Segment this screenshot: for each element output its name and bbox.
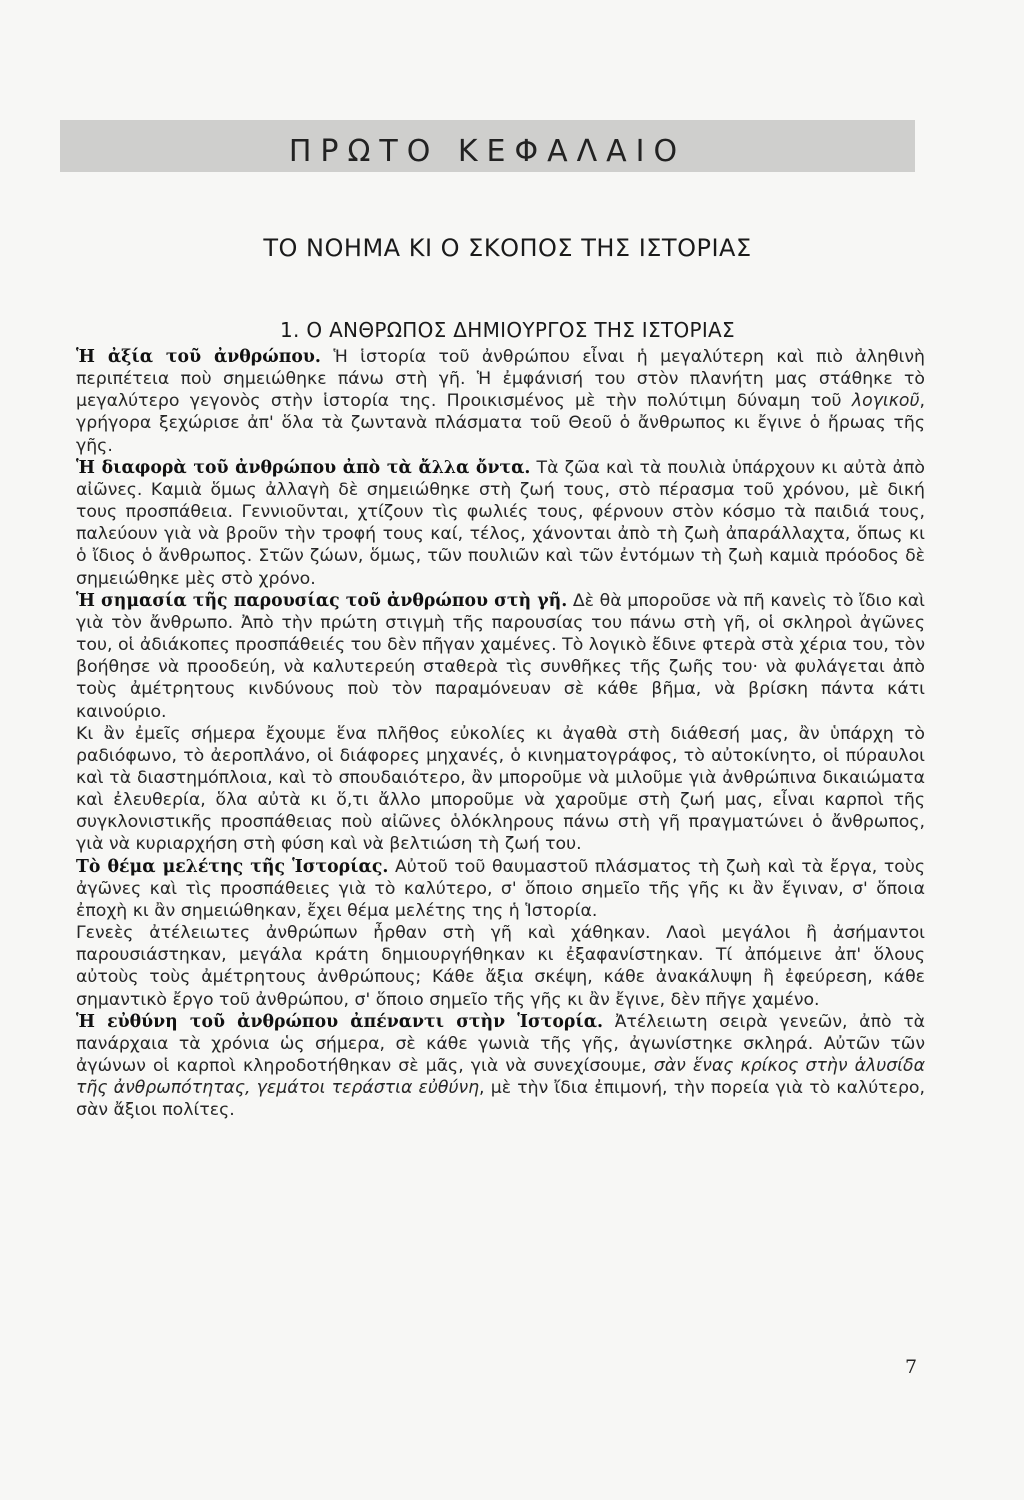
paragraph-text: Γενεὲς ἀτέλειωτες ἀνθρώπων ἦρθαν στὴ γῆ καὶ χάθηκαν. Λαοὶ μεγάλοι ἢ ἀσήμαντοι παρουσιάστηκαν, μεγάλα κράτη δημιουργήθηκαν κι ἐξαφανίστηκαν. Τί ἀπόμεινε ἀπ' ὅλους αὐτοὺς τοὺς ἀμέτρητους ἀνθρώπους; Κάθε ἄξια σκέψη, κάθε ἀνακάλυψη ἢ ἐφεύρεση, κάθε σημαντικὸ ἔργο τοῦ ἀνθρώπου, σ' ὅποιο σημεῖο τῆς γῆς κι ἂν ἔγινε, δὲν πῆγε χαμένο. bbox=[76, 923, 925, 1010]
paragraph-text-after: , γρήγορα ξεχώρισε ἀπ' ὅλα τὰ ζωντανὰ πλάσματα τοῦ Θεοῦ ὁ ἄνθρωπος κι ἔγινε ὁ ἥρωας τῆς γῆς. bbox=[76, 391, 925, 456]
paragraph bbox=[76, 457, 925, 590]
page-number: 7 bbox=[905, 1356, 918, 1378]
paragraph-text: Αὐτοῦ τοῦ θαυμαστοῦ πλάσματος τὴ ζωὴ καὶ τὰ ἔργα, τοὺς ἀγῶνες καὶ τὶς προσπάθειες γιὰ τὸ καλύτερο, σ' ὅποιο σημεῖο τῆς γῆς κι ἂν ἔγιναν, σ' ὅποια ἐποχὴ κι ἂν σημειώθηκαν, ἔχει θέμα μελέτης της ἡ Ἱστορία. bbox=[76, 856, 925, 921]
body-text bbox=[76, 346, 925, 1121]
paragraph-text-after: , μὲ τὴν ἴδια ἐπιμονή, τὴν πορεία γιὰ τὸ καλύτερο, σὰν ἄξιοι πολίτες. bbox=[76, 1078, 925, 1121]
paragraph-heading: Ἡ διαφορὰ τοῦ ἀνθρώπου ἀπὸ τὰ ἄλλα ὄντα. bbox=[76, 457, 531, 478]
paragraph-italic: σὰν ἕνας κρίκος στὴν ἁλυσίδα τῆς ἀνθρωπότητας, γεμάτοι τεράστια εὐθύνη bbox=[76, 1056, 925, 1099]
paragraph-italic: λογικοῦ bbox=[851, 391, 920, 412]
paragraph-text: Ἀτέλειωτη σειρὰ γενεῶν, ἀπὸ τὰ πανάρχαια τὰ χρόνια ὡς σήμερα, σὲ κάθε γωνιὰ τῆς γῆς, ἀγωνίστηκε σκληρά. Αὐτῶν τῶν ἀγώνων οἱ καρποὶ κληροδοτήθηκαν σὲ μᾶς, γιὰ νὰ συνεχίσουμε, bbox=[76, 1011, 926, 1076]
chapter-band bbox=[60, 120, 915, 172]
chapter-label: ΠΡΩΤΟ ΚΕΦΑΛΑΙΟ bbox=[288, 133, 687, 169]
paragraph-heading: Ἡ ἀξία τοῦ ἀνθρώπου. bbox=[76, 347, 321, 367]
paragraph bbox=[76, 856, 925, 922]
section-title: 1. Ο ΑΝΘΡΩΠΟΣ ΔΗΜΙΟΥΡΓΟΣ ΤΗΣ ΙΣΤΟΡΙΑΣ bbox=[280, 318, 735, 342]
paragraph-text: Τὰ ζῶα καὶ τὰ πουλιὰ ὑπάρχουν κι αὐτὰ ἀπὸ αἰῶνες. Καμιὰ ὅμως ἀλλαγὴ δὲ σημειώθηκε στὴ ζωή τους, στὸ πέρασμα τοῦ χρόνου, μὲ δική τους προσπάθεια. Γεννιοῦνται, χτίζουν τὶς φωλιές τους, φέρνουν στὸν κόσμο τὰ παιδιά τους, παλεύουν γιὰ νὰ βροῦν τὴν τροφή τους καί, τέλος, χάνονται ἀπὸ τὴ ζωὴ ἀπαράλλαχτα, ὅπως κι ὁ ἴδιος ὁ ἄνθρωπος. Στῶν ζώων, ὅμως, τῶν πουλιῶν καὶ τῶν ἐντόμων τὴ ζωὴ καμιὰ πρόοδος δὲ σημειώθηκε μὲς στὸ χρόνο. bbox=[76, 457, 925, 589]
paragraph-text: Δὲ θὰ μποροῦσε νὰ πῆ κανεὶς τὸ ἴδιο καὶ γιὰ τὸν ἄνθρωπο. Ἀπὸ τὴν πρώτη στιγμὴ τῆς παρουσίας του πάνω στὴ γῆ, οἱ σκληροὶ ἀγῶνες του, οἱ ἀδιάκοπες προσπάθειές του δὲν πῆγαν χαμένες. Τὸ λογικὸ ἔδινε φτερὰ στὰ χέρια του, τὸν βοήθησε νὰ προοδεύη, νὰ καλυτερεύη σταθερὰ τὶς συνθῆκες τῆς ζωῆς του· νὰ φυλάγεται ἀπὸ τοὺς ἀμέτρητους κινδύνους ποὺ τὸν παραμόνευαν σὲ κάθε βῆμα, νὰ βρίσκη πάντα κάτι καινούριο. bbox=[76, 590, 926, 722]
paragraph bbox=[76, 922, 925, 1011]
paragraph bbox=[76, 590, 925, 723]
paragraph-text: Ἡ ἱστορία τοῦ ἀνθρώπου εἶναι ἡ μεγαλύτερη καὶ πιὸ ἀληθινὴ περιπέτεια ποὺ σημειώθηκε πάνω στὴ γῆ. Ἡ ἐμφάνισή του στὸν πλανήτη μας στάθηκε τὸ μεγαλύτερο γεγονὸς στὴν ἱστορία της. Προικισμένος μὲ τὴν πολύτιμη δύναμη τοῦ bbox=[76, 347, 925, 412]
paragraph bbox=[76, 346, 925, 457]
paragraph-heading: Τὸ θέμα μελέτης τῆς Ἱστορίας. bbox=[76, 856, 389, 877]
paragraph-text: Κι ἂν ἐμεῖς σήμερα ἔχουμε ἕνα πλῆθος εὐκολίες κι ἀγαθὰ στὴ διάθεσή μας, ἂν ὑπάρχη τὸ ραδιόφωνο, τὸ ἀεροπλάνο, οἱ διάφορες μηχανές, ὁ κινηματογράφος, τὸ αὐτοκίνητο, οἱ πύραυλοι καὶ τὰ διαστημόπλοια, καὶ τὸ σπουδαιότερο, ἂν μποροῦμε νὰ μιλοῦμε γιὰ ἀνθρώπινα δικαιώματα καὶ ἐλευθερία, ὅλα αὐτὰ κι ὅ,τι ἄλλο μποροῦμε νὰ χαροῦμε στὴ ζωή μας, εἶναι καρποὶ τῆς συγκλονιστικῆς προσπάθειας ποὺ αἰῶνες ὁλόκληρους πάνω στὴ γῆ πραγματώνει ὁ ἄνθρωπος, γιὰ νὰ κυριαρχήση στὴ φύση καὶ νὰ βελτιώση τὴ ζωή του. bbox=[76, 723, 925, 855]
paragraph-heading: Ἡ σημασία τῆς παρουσίας τοῦ ἀνθρώπου στὴ γῆ. bbox=[76, 590, 568, 611]
page-title: ΤΟ ΝΟΗΜΑ ΚΙ Ο ΣΚΟΠΟΣ ΤΗΣ ΙΣΤΟΡΙΑΣ bbox=[263, 234, 752, 262]
paragraph bbox=[76, 1011, 925, 1122]
paragraph bbox=[76, 723, 925, 856]
paragraph-heading: Ἡ εὐθύνη τοῦ ἀνθρώπου ἀπέναντι στὴν Ἱστορία. bbox=[76, 1011, 604, 1032]
